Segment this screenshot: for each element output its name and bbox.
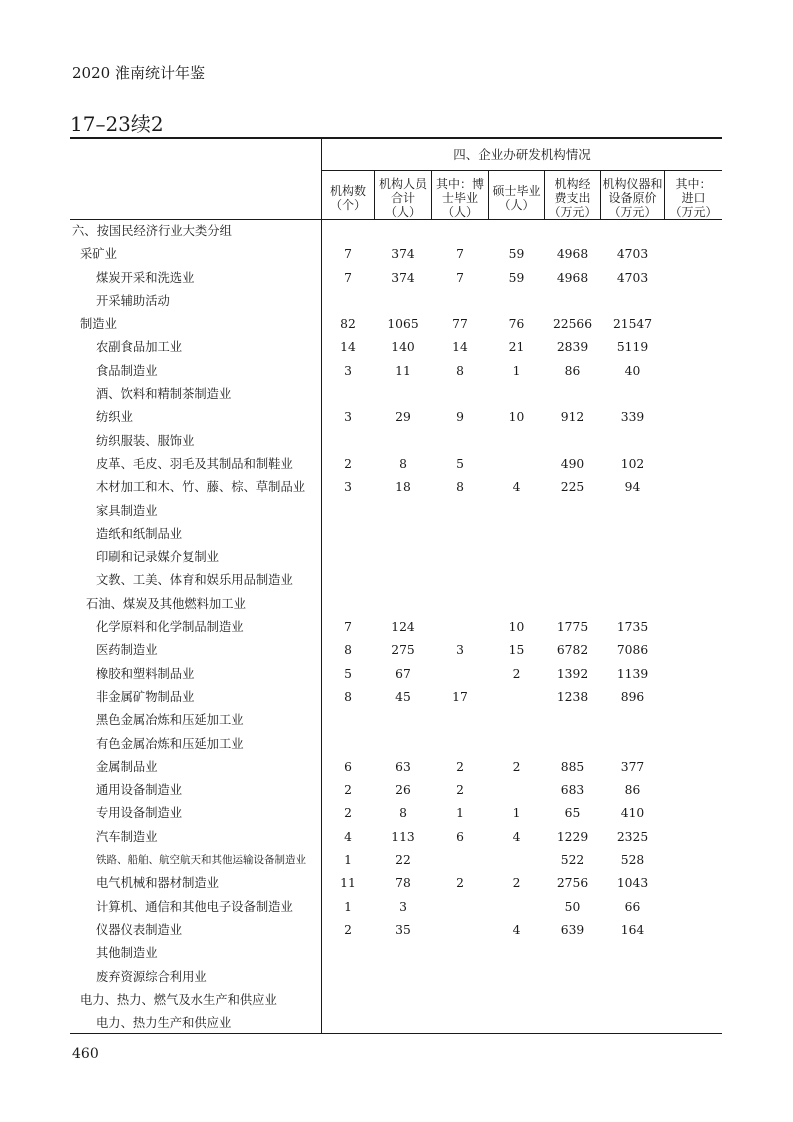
table-row: [70, 593, 722, 616]
table-cell: 2: [456, 783, 464, 798]
column-header: [545, 174, 600, 222]
table-cell: 124: [391, 620, 415, 635]
table-row: [70, 336, 722, 359]
table-cell: 164: [620, 922, 645, 937]
table-cell: 26: [395, 783, 411, 798]
column-header-line: 费支出: [554, 191, 591, 205]
table-cell: 10: [508, 620, 525, 635]
table-cell: 639: [560, 922, 585, 937]
row-label: 非金属矿物制品业: [96, 689, 195, 704]
row-label: 专用设备制造业: [96, 806, 183, 821]
table-top-rule: [70, 137, 722, 139]
table-cell: 6782: [556, 643, 589, 658]
row-label: 通用设备制造业: [96, 783, 183, 798]
table-cell: 15: [508, 643, 525, 658]
row-label: 造纸和纸制品业: [96, 526, 183, 541]
table-cell: 2: [344, 806, 352, 821]
table-cell: 11: [395, 363, 411, 378]
table-cell: 86: [624, 783, 641, 798]
table-row: [70, 243, 722, 266]
table-row: [70, 989, 722, 1012]
column-header-line: 其中：: [675, 177, 712, 191]
row-label: 橡胶和塑料制品业: [96, 666, 195, 681]
table-cell: 522: [560, 853, 585, 868]
table-row: [70, 756, 722, 779]
table-row: [70, 663, 722, 686]
table-row: [70, 523, 722, 546]
row-label: 有色金属冶炼和压延加工业: [96, 736, 244, 751]
table-cell: 29: [395, 410, 411, 425]
table-cell: 14: [340, 340, 356, 355]
table-cell: 374: [391, 247, 415, 262]
table-cell: 8: [399, 456, 407, 471]
table-cell: 8: [344, 643, 352, 658]
table-cell: 7086: [616, 643, 649, 658]
table-row: [70, 383, 722, 406]
column-header: [432, 174, 488, 222]
table-cell: 94: [624, 480, 641, 495]
table-id: 17–23续2: [70, 112, 164, 136]
table-cell: 9: [456, 410, 464, 425]
page-number: 460: [72, 1046, 99, 1062]
table-cell: 76: [508, 317, 525, 332]
table-cell: 5: [344, 666, 352, 681]
table-cell: 6: [456, 829, 464, 844]
table-cell: 6: [344, 759, 352, 774]
table-cell: 77: [452, 317, 468, 332]
table-cell: 1775: [556, 620, 589, 635]
table-row: [70, 919, 722, 942]
table-cell: 2325: [616, 829, 649, 844]
row-label: 文教、工美、体育和娱乐用品制造业: [96, 573, 293, 588]
table-cell: 22: [395, 853, 411, 868]
table-cell: 2: [344, 783, 352, 798]
table-cell: 3: [344, 480, 352, 495]
row-label: 木材加工和木、竹、藤、棕、草制品业: [96, 480, 306, 495]
table-cell: 2: [456, 759, 464, 774]
row-label: 医药制造业: [96, 643, 158, 658]
row-label: 化学原料和化学制品制造业: [96, 620, 244, 635]
table-cell: 1229: [556, 829, 589, 844]
table-cell: 2: [512, 759, 521, 774]
table-cell: 82: [340, 317, 356, 332]
table-row: [70, 849, 722, 872]
table-row: [70, 826, 722, 849]
table-row: [70, 896, 722, 919]
column-header-line: （个）: [329, 198, 366, 212]
table-row: [70, 290, 722, 313]
row-label: 废弃资源综合利用业: [96, 969, 207, 984]
table-row: [70, 966, 722, 989]
table-cell: 22566: [552, 317, 593, 332]
table-cell: 528: [620, 853, 645, 868]
table-cell: 1065: [387, 317, 419, 332]
table-cell: 2: [344, 922, 352, 937]
table-cell: 45: [395, 689, 411, 704]
table-cell: 10: [508, 410, 525, 425]
table-cell: 4968: [556, 270, 589, 285]
table-cell: 63: [395, 759, 411, 774]
table-row: [70, 406, 722, 429]
row-label: 电力、热力生产和供应业: [96, 1016, 232, 1031]
table-cell: 5: [456, 456, 464, 471]
table-cell: 683: [560, 783, 585, 798]
table-cell: 2756: [556, 876, 589, 891]
column-header-line: （人）: [498, 198, 535, 212]
table-cell: 35: [395, 922, 411, 937]
row-label: 纺织业: [96, 410, 133, 425]
table-cell: 7: [344, 620, 352, 635]
row-label: 农副食品加工业: [96, 340, 183, 355]
table-row: [70, 779, 722, 802]
row-label: 仪器仪表制造业: [96, 922, 183, 937]
column-header: [322, 174, 374, 222]
table-row: [70, 430, 722, 453]
table-cell: 1: [344, 853, 352, 868]
table-cell: 896: [620, 689, 645, 704]
table-row: [70, 453, 722, 476]
column-header-line: 士毕业: [441, 191, 478, 205]
table-cell: 1238: [556, 689, 589, 704]
table-row: [70, 569, 722, 592]
table-cell: 65: [564, 806, 581, 821]
row-label: 其他制造业: [96, 946, 158, 961]
table-cell: 2: [456, 876, 464, 891]
table-cell: 14: [452, 340, 468, 355]
table-cell: 4: [512, 922, 521, 937]
table-row: [70, 500, 722, 523]
table-cell: 7: [456, 247, 464, 262]
table-row: [70, 616, 722, 639]
row-label: 煤炭开采和洗选业: [96, 270, 195, 285]
table-row: [70, 686, 722, 709]
table-cell: 2: [344, 456, 352, 471]
column-header-line: 机构仪器和: [602, 177, 663, 191]
table-cell: 1: [512, 363, 521, 378]
table-cell: 1043: [616, 876, 649, 891]
table-cell: 2: [512, 876, 521, 891]
row-label: 铁路、船舶、航空航天和其他运输设备制造业: [96, 854, 306, 867]
table-row: [70, 1012, 722, 1035]
row-label: 食品制造业: [96, 363, 158, 378]
table-cell: 18: [395, 480, 411, 495]
data-table-body: [70, 220, 722, 1035]
table-row: [70, 360, 722, 383]
table-cell: 410: [620, 806, 645, 821]
table-cell: 2: [512, 666, 521, 681]
row-label: 酒、饮料和精制茶制造业: [96, 387, 232, 402]
row-label: 采矿业: [80, 247, 117, 262]
table-cell: 1139: [616, 666, 649, 681]
table-cell: 21547: [612, 317, 653, 332]
table-row: [70, 872, 722, 895]
table-cell: 102: [620, 456, 645, 471]
row-label: 印刷和记录媒介复制业: [96, 550, 219, 565]
table-row: [70, 942, 722, 965]
table-cell: 59: [508, 247, 525, 262]
table-cell: 885: [560, 759, 585, 774]
table-cell: 3: [344, 363, 352, 378]
table-cell: 8: [344, 689, 352, 704]
table-cell: 3: [344, 410, 352, 425]
column-header-line: 机构数: [329, 184, 366, 198]
table-row: [70, 476, 722, 499]
table-cell: 66: [624, 899, 641, 914]
table-row: [70, 220, 722, 243]
column-header-line: （人）: [384, 205, 421, 219]
table-cell: 377: [620, 759, 645, 774]
table-cell: 339: [620, 410, 645, 425]
row-label: 皮革、毛皮、羽毛及其制品和制鞋业: [96, 456, 293, 471]
column-header-line: （人）: [441, 205, 478, 219]
table-cell: 1392: [556, 666, 589, 681]
table-cell: 490: [560, 456, 585, 471]
column-header-line: 机构经: [554, 177, 591, 191]
table-cell: 374: [391, 270, 415, 285]
table-row: [70, 639, 722, 662]
column-header-line: （万元）: [548, 205, 597, 219]
table-cell: 4703: [616, 247, 649, 262]
column-header: [489, 174, 544, 222]
row-label: 电气机械和器材制造业: [96, 876, 219, 891]
row-label: 制造业: [80, 317, 117, 332]
column-header: [375, 174, 431, 222]
row-label: 家具制造业: [96, 503, 158, 518]
column-header-line: （万元）: [669, 205, 718, 219]
table-cell: 912: [560, 410, 585, 425]
column-header-line: （万元）: [608, 205, 657, 219]
table-cell: 4: [344, 829, 352, 844]
table-row: [70, 267, 722, 290]
table-cell: 4: [512, 829, 521, 844]
table-cell: 86: [564, 363, 581, 378]
table-cell: 5119: [616, 340, 649, 355]
row-label: 黑色金属冶炼和压延加工业: [96, 713, 244, 728]
table-cell: 225: [560, 480, 585, 495]
table-cell: 40: [624, 363, 641, 378]
table-row: [70, 709, 722, 732]
table-cell: 2839: [556, 340, 589, 355]
column-header-line: 硕士毕业: [492, 184, 541, 198]
table-cell: 4968: [556, 247, 589, 262]
table-cell: 113: [391, 829, 415, 844]
row-label: 石油、煤炭及其他燃料加工业: [86, 596, 246, 611]
table-cell: 3: [399, 899, 407, 914]
column-header-line: 合计: [390, 191, 415, 205]
table-cell: 8: [456, 363, 464, 378]
book-title: 2020 淮南统计年鉴: [72, 64, 205, 82]
table-cell: 4703: [616, 270, 649, 285]
table-row: [70, 733, 722, 756]
row-label: 金属制品业: [96, 759, 158, 774]
row-label: 汽车制造业: [96, 829, 158, 844]
table-cell: 1: [456, 806, 464, 821]
table-cell: 1: [512, 806, 521, 821]
column-header-line: 进口: [681, 191, 706, 205]
table-cell: 7: [456, 270, 464, 285]
row-label: 计算机、通信和其他电子设备制造业: [96, 899, 293, 914]
row-label: 六、按国民经济行业大类分组: [72, 224, 232, 238]
row-label: 纺织服装、服饰业: [96, 433, 195, 448]
table-cell: 59: [508, 270, 525, 285]
table-row: [70, 546, 722, 569]
table-cell: 4: [512, 480, 521, 495]
table-cell: 11: [340, 876, 356, 891]
table-cell: 21: [508, 340, 525, 355]
table-cell: 78: [395, 876, 411, 891]
group-header-rule: [322, 170, 722, 171]
table-cell: 7: [344, 247, 352, 262]
row-label: 电力、热力、燃气及水生产和供应业: [80, 992, 277, 1007]
column-header-line: 设备原价: [608, 191, 657, 205]
table-row: [70, 802, 722, 825]
row-label: 开采辅助活动: [96, 293, 170, 308]
column-header-line: 机构人员: [378, 177, 427, 191]
table-cell: 50: [564, 899, 581, 914]
table-cell: 1: [344, 899, 352, 914]
table-cell: 17: [452, 689, 468, 704]
table-row: [70, 313, 722, 336]
table-cell: 3: [456, 643, 464, 658]
group-header: 四、企业办研发机构情况: [453, 147, 591, 162]
column-header: [601, 174, 664, 222]
table-cell: 275: [391, 643, 415, 658]
table-cell: 8: [456, 480, 464, 495]
column-header: [665, 174, 722, 222]
table-cell: 67: [395, 666, 411, 681]
table-cell: 8: [399, 806, 407, 821]
table-cell: 140: [391, 340, 415, 355]
column-header-line: 其中：博: [435, 177, 484, 191]
table-cell: 1735: [616, 620, 649, 635]
table-cell: 7: [344, 270, 352, 285]
